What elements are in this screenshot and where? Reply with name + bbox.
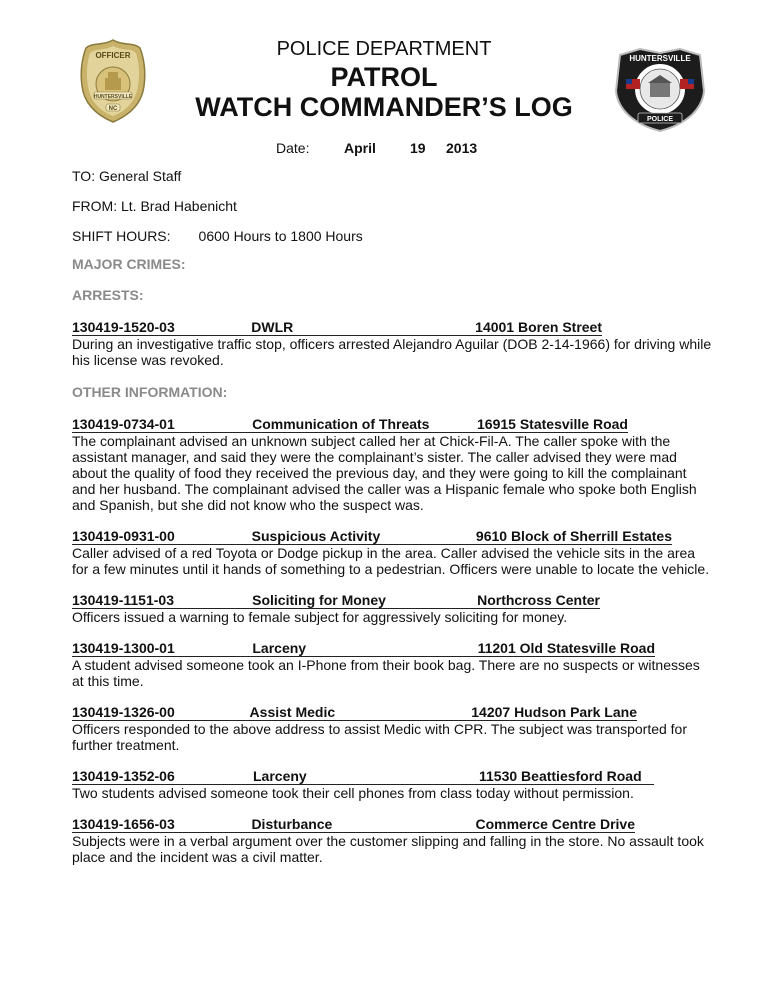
entry-header	[72, 320, 602, 336]
incident-description: Caller advised of a red Toyota or Dodge pickup in the area. Caller advised the vehicle sits in the area for a few minutes until it hands of something to a pedestrian. Officers were unable to locate the vehicle.	[72, 545, 710, 577]
entry-header	[72, 529, 672, 545]
date-month: April	[344, 140, 376, 156]
incident-number: 130419-0931-00	[72, 528, 175, 544]
incident-location: 11530 Beattiesford Road	[479, 768, 642, 784]
log-entry	[72, 417, 712, 513]
log-entry	[72, 817, 712, 865]
entry-header	[72, 417, 628, 433]
incident-description: A student advised someone took an I-Phone from their book bag. There are no suspects or witnesses at this time.	[72, 657, 700, 689]
incident-type: Larceny	[253, 768, 307, 784]
incident-type: Suspicious Activity	[251, 528, 381, 544]
title-block	[150, 38, 618, 122]
incident-type: Soliciting for Money	[252, 592, 386, 608]
incident-number: 130419-1656-03	[72, 816, 175, 832]
svg-text:POLICE: POLICE	[646, 116, 674, 123]
incident-type: Communication of Threats	[252, 416, 430, 432]
incident-location: 14207 Hudson Park Lane	[471, 704, 637, 720]
entry-header	[72, 769, 654, 785]
section-major-crimes: MAJOR CRIMES:	[72, 256, 186, 272]
incident-type: DWLR	[251, 319, 294, 335]
log-entry	[72, 769, 712, 801]
entry-header	[72, 641, 655, 657]
memo-shift-hours	[72, 228, 712, 244]
date-row	[276, 140, 477, 156]
police-patch-icon	[612, 45, 708, 133]
memo-to: TO: General Staff	[72, 168, 182, 184]
incident-description: Subjects were in a verbal argument over the customer slipping and falling in the store. No assault took place and the incident was a civil matter.	[72, 833, 704, 865]
log-entry	[72, 641, 712, 689]
incident-description: During an investigative traffic stop, officers arrested Alejandro Aguilar (DOB 2-14-1966) for driving while his license was revoked.	[72, 336, 712, 368]
incident-location: 11201 Old Statesville Road	[477, 640, 655, 656]
date-day: 19	[410, 140, 426, 156]
log-body	[72, 168, 712, 881]
section-other-information: OTHER INFORMATION:	[72, 384, 228, 400]
title-watch-commanders-log: WATCH COMMANDER’S LOG	[195, 92, 573, 122]
incident-description: Officers responded to the above address to assist Medic with CPR. The subject was transported for further treatment.	[72, 721, 688, 753]
incident-type: Larceny	[252, 640, 307, 656]
section-arrests: ARRESTS:	[72, 287, 144, 303]
incident-number: 130419-1326-00	[72, 704, 175, 720]
entry-header	[72, 817, 635, 833]
svg-text:HUNTERSVILLE: HUNTERSVILLE	[629, 54, 691, 63]
log-entry	[72, 320, 712, 368]
incident-location: Commerce Centre Drive	[475, 816, 635, 832]
incident-description: The complainant advised an unknown subject called her at Chick-Fil-A. The caller spoke with the assistant manager, and said they were the complainant’s sister. The caller advised they were mad about the quality of food they received the previous day, and they were going to kill the complainant and her husband. The complainant advised the caller was a Hispanic female who spoke both English and Spanish, but she did not know who the suspect was.	[72, 433, 697, 513]
incident-description: Officers issued a warning to female subject for aggressively soliciting for money.	[72, 609, 568, 625]
entry-header	[72, 593, 600, 609]
title-patrol: PATROL	[330, 62, 438, 92]
incident-type: Disturbance	[251, 816, 333, 832]
incident-location: 9610 Block of Sherrill Estates	[475, 528, 672, 544]
svg-text:OFFICER: OFFICER	[95, 51, 131, 60]
department-name: POLICE DEPARTMENT	[276, 38, 492, 60]
incident-location: 14001 Boren Street	[475, 319, 602, 335]
incident-number: 130419-1352-06	[72, 768, 175, 784]
incident-description: Two students advised someone took their cell phones from class today without permission.	[72, 785, 634, 801]
incident-number: 130419-1151-03	[72, 592, 174, 608]
shift-hours-label: SHIFT HOURS:	[72, 228, 171, 244]
incident-location: Northcross Center	[477, 592, 600, 608]
incident-location: 16915 Statesville Road	[477, 416, 628, 432]
entry-header	[72, 705, 637, 721]
log-entry	[72, 593, 712, 625]
memo-from: FROM: Lt. Brad Habenicht	[72, 198, 237, 214]
document-header	[0, 0, 768, 140]
incident-number: 130419-0734-01	[72, 416, 175, 432]
log-entry	[72, 529, 712, 577]
date-year: 2013	[446, 140, 478, 156]
date-label: Date:	[276, 140, 310, 156]
log-entry	[72, 705, 712, 753]
shift-hours-value: 0600 Hours to 1800 Hours	[198, 228, 363, 244]
svg-text:NC: NC	[108, 106, 118, 112]
incident-type: Assist Medic	[249, 704, 336, 720]
incident-number: 130419-1300-01	[72, 640, 175, 656]
incident-number: 130419-1520-03	[72, 319, 175, 335]
svg-text:HUNTERSVILLE: HUNTERSVILLE	[93, 94, 133, 100]
officer-badge-icon	[78, 38, 148, 124]
